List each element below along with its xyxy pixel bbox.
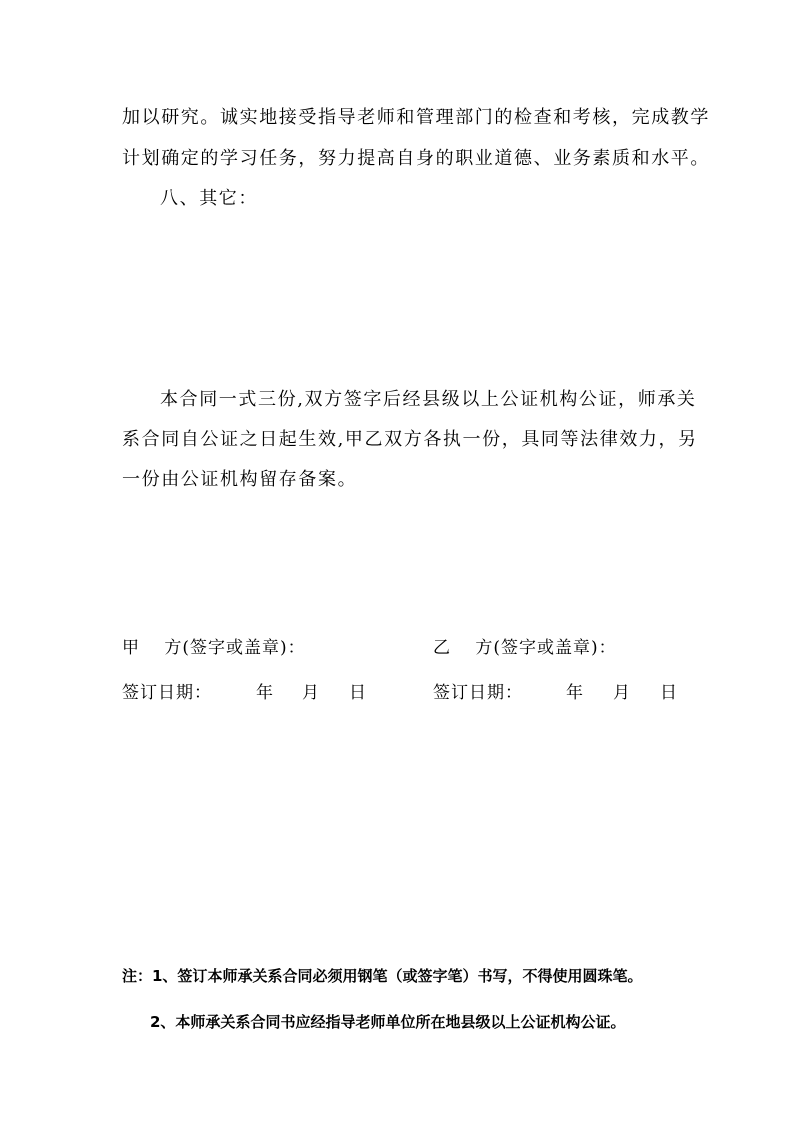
party-b-date-label: 签订日期： xyxy=(433,683,523,703)
party-b-day: 日 xyxy=(660,683,678,703)
party-a-day: 日 xyxy=(349,683,367,703)
paragraph2-line3: 一份由公证机构留存备案。 xyxy=(122,469,358,490)
party-b-signature-label: 乙 方(签字或盖章)： xyxy=(433,638,617,658)
paragraph2-line1: 本合同一式三份,双方签字后经县级以上公证机构公证，师承关 xyxy=(160,389,697,410)
party-a-date-label: 签订日期： xyxy=(122,683,212,703)
party-a-year: 年 xyxy=(256,683,274,703)
party-a-month: 月 xyxy=(302,683,320,703)
note-1: 注：1、签订本师承关系合同必须用钢笔（或签字笔）书写，不得使用圆珠笔。 xyxy=(122,967,643,985)
party-b-year: 年 xyxy=(566,683,584,703)
party-a-signature-label: 甲 方(签字或盖章)： xyxy=(122,638,306,658)
note-2: 2、本师承关系合同书应经指导老师单位所在地县级以上公证机构公证。 xyxy=(150,1013,626,1031)
paragraph1-line2: 计划确定的学习任务，努力提高自身的职业道德、业务素质和水平。 xyxy=(122,148,710,169)
paragraph1-line1: 加以研究。诚实地接受指导老师和管理部门的检查和考核，完成教学 xyxy=(122,107,710,128)
section-heading-other: 八、其它： xyxy=(160,188,258,209)
paragraph2-line2: 系合同自公证之日起生效,甲乙双方各执一份，具同等法律效力，另 xyxy=(122,429,698,450)
party-b-month: 月 xyxy=(613,683,631,703)
